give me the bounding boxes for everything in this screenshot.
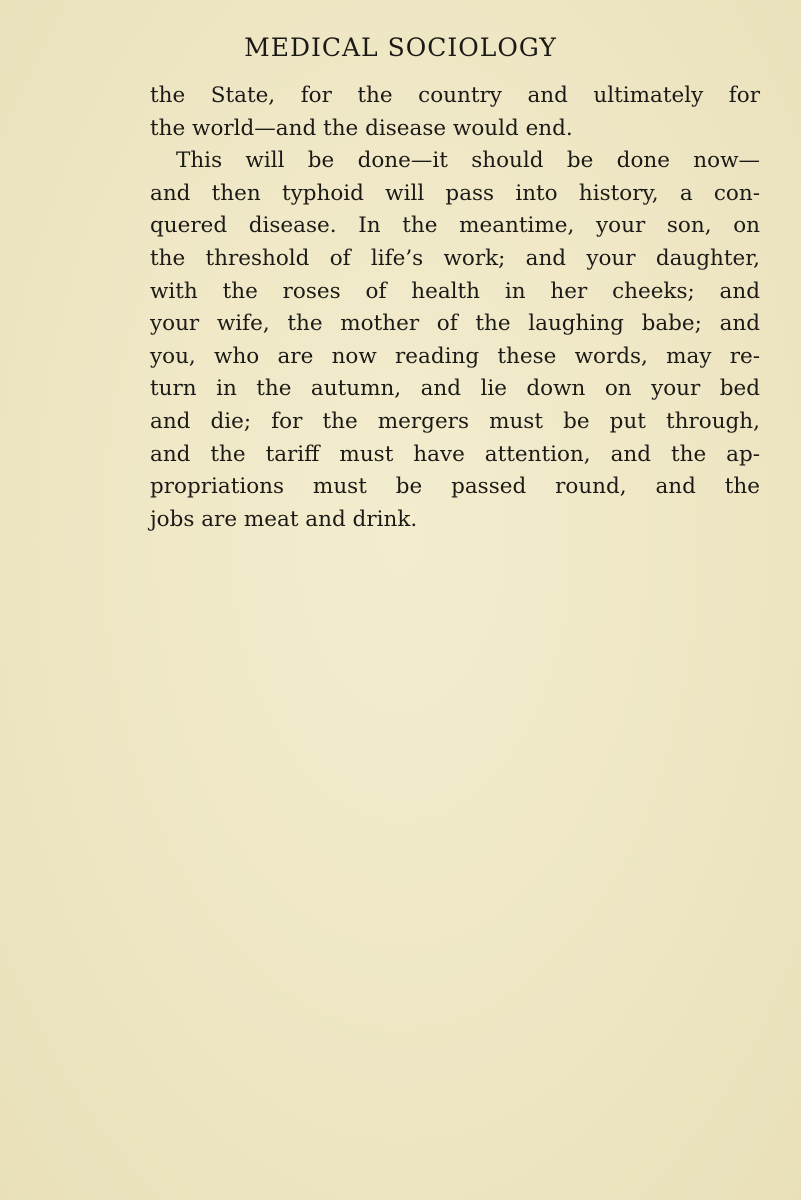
text-line: the threshold of life’s work; and your daughter, bbox=[150, 245, 760, 271]
text-line: you, who are now reading these words, may re- bbox=[150, 343, 760, 369]
text-line: quered disease. In the meantime, your son, on bbox=[150, 213, 760, 239]
text-line: your wife, the mother of the laughing babe; and bbox=[150, 311, 760, 337]
text-line: jobs are meat and drink. bbox=[150, 506, 418, 532]
text-line: and die; for the mergers must be put through, bbox=[150, 408, 760, 434]
running-head: MEDICAL SOCIOLOGY bbox=[244, 33, 557, 62]
text-line: turn in the autumn, and lie down on your bed bbox=[150, 376, 760, 402]
text-line: and then typhoid will pass into history, a con- bbox=[150, 180, 760, 206]
text-line: This will be done—it should be done now— bbox=[176, 148, 760, 174]
text-line: the State, for the country and ultimately for bbox=[150, 83, 760, 108]
text-line: propriations must be passed round, and the bbox=[150, 474, 760, 500]
text-line: the world—and the disease would end. bbox=[150, 115, 573, 141]
text-line: with the roses of health in her cheeks; and bbox=[150, 278, 760, 304]
text-line: and the tariff must have attention, and the ap- bbox=[150, 441, 760, 467]
body-text bbox=[150, 80, 760, 536]
